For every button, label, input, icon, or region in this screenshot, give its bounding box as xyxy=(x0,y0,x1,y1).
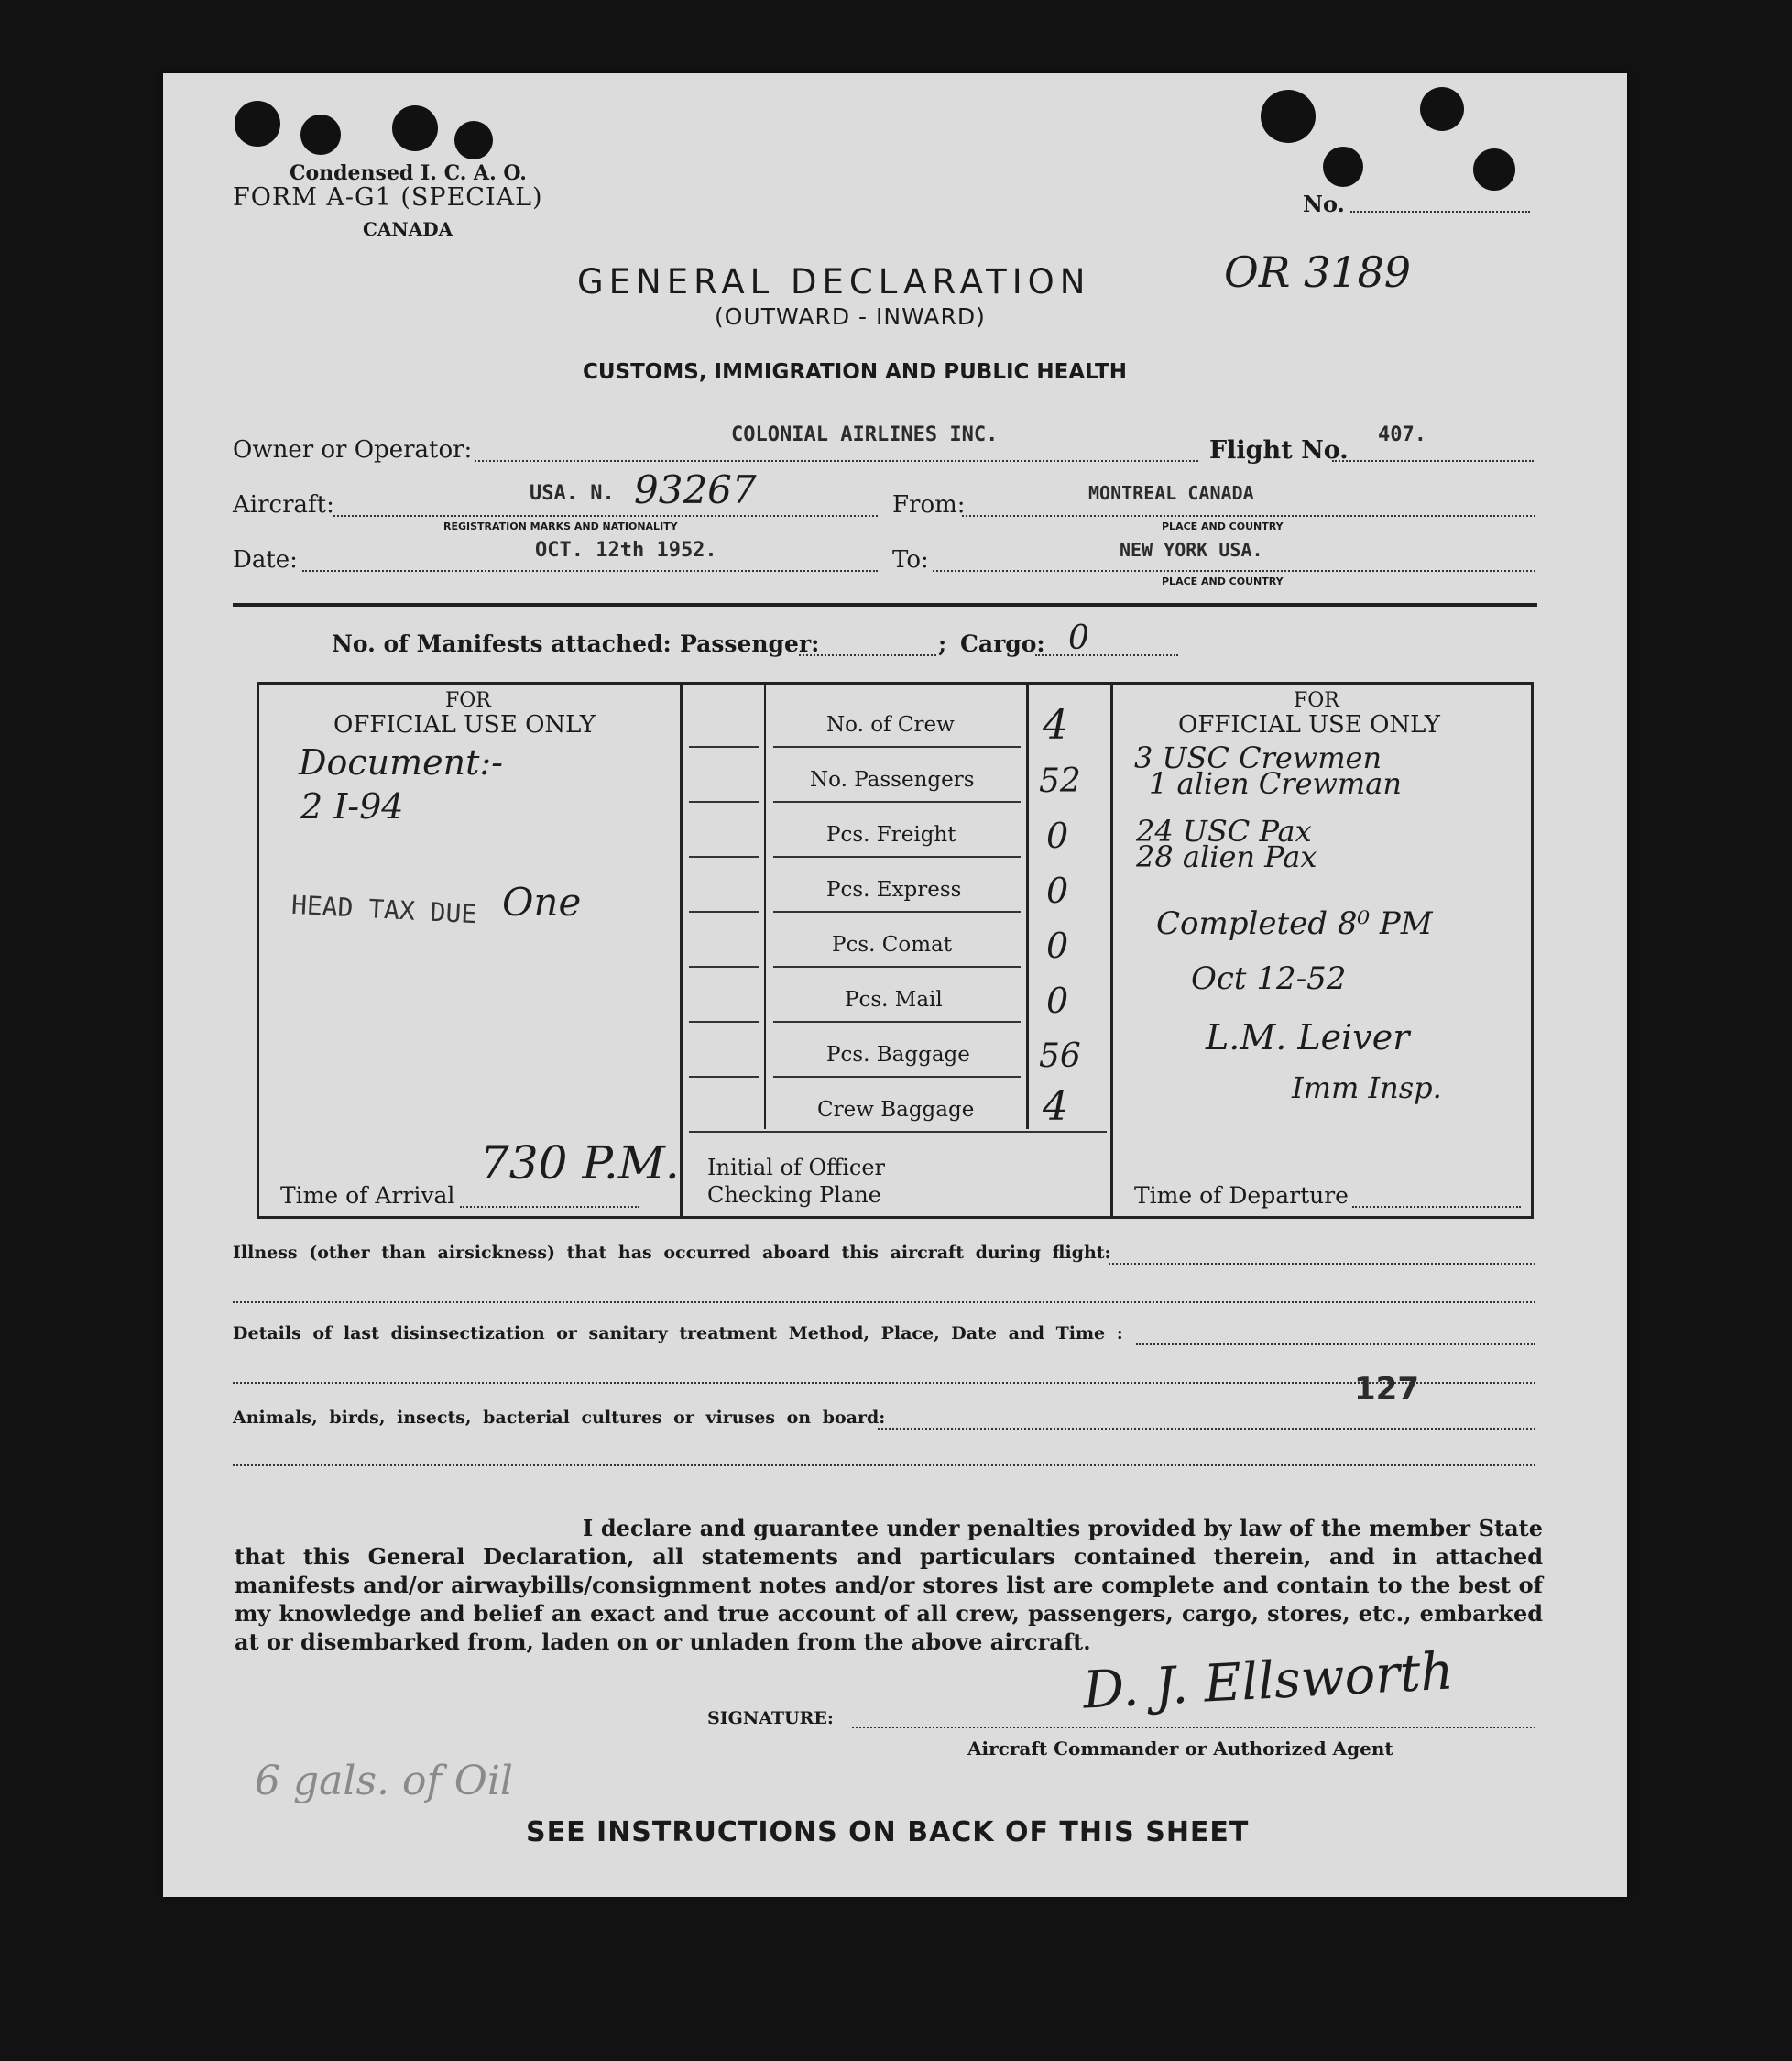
stamp-number: 127 xyxy=(1354,1371,1419,1408)
arrival-value: 730 P.M. xyxy=(480,1136,680,1189)
freight-label: Pcs. Freight xyxy=(826,823,956,847)
express-label: Pcs. Express xyxy=(826,878,962,902)
baggage-label: Pcs. Baggage xyxy=(826,1043,970,1067)
flight-line xyxy=(1332,460,1534,462)
row-line xyxy=(773,1021,1021,1023)
no-field-line xyxy=(1350,211,1530,213)
page-title: GENERAL DECLARATION xyxy=(577,262,1091,301)
illness-line xyxy=(1109,1263,1535,1265)
freight-value: 0 xyxy=(1046,816,1069,856)
declaration-form-sheet xyxy=(163,73,1627,1897)
to-caption: PLACE AND COUNTRY xyxy=(1162,576,1284,587)
initials-line xyxy=(689,911,759,913)
punch-hole xyxy=(392,105,438,151)
checking-plane-label: Checking Plane xyxy=(707,1182,881,1208)
baggage-value: 56 xyxy=(1039,1037,1081,1075)
arrival-line xyxy=(460,1206,639,1208)
row-line xyxy=(773,966,1021,968)
punch-hole xyxy=(1261,90,1316,143)
section-rule xyxy=(233,603,1537,607)
animals-line xyxy=(878,1428,1535,1430)
row-line xyxy=(773,801,1021,803)
right-heading-small: FOR xyxy=(1294,689,1339,712)
disinsectization-label: Details of last disinsectization or sanitary treatment Method, Place, Date and Time : xyxy=(233,1323,1123,1343)
cargo-manifest-line xyxy=(1035,654,1178,656)
owner-label: Owner or Operator: xyxy=(233,436,473,464)
passengers-label: No. Passengers xyxy=(810,768,975,792)
table-divider xyxy=(1026,682,1029,1129)
right-note-usc-pax: 24 USC Pax xyxy=(1136,814,1312,849)
initials-line xyxy=(689,1131,1107,1133)
agencies-heading: CUSTOMS, IMMIGRATION AND PUBLIC HEALTH xyxy=(583,360,1127,384)
to-line xyxy=(933,570,1535,572)
owner-value: COLONIAL AIRLINES INC. xyxy=(731,423,999,446)
row-line xyxy=(773,911,1021,913)
form-line-1: Condensed I. C. A. O. xyxy=(290,161,527,185)
aircraft-value-typed: USA. N. xyxy=(530,482,615,505)
from-value: MONTREAL CANADA xyxy=(1088,482,1254,504)
table-divider xyxy=(764,682,766,1129)
punch-hole xyxy=(300,115,341,155)
illness-label: Illness (other than airsickness) that has occurred aboard this aircraft during flight: xyxy=(233,1243,1111,1263)
form-line-2: FORM A-G1 (SPECIAL) xyxy=(233,183,543,212)
initials-line xyxy=(689,856,759,858)
comat-label: Pcs. Comat xyxy=(832,933,952,957)
crew-baggage-label: Crew Baggage xyxy=(817,1098,975,1122)
right-official-heading: OFFICIAL USE ONLY xyxy=(1178,711,1440,739)
punch-hole xyxy=(1420,87,1464,131)
initials-line xyxy=(689,1021,759,1023)
mail-value: 0 xyxy=(1046,981,1069,1021)
form-line-3: CANADA xyxy=(363,218,453,240)
initials-line xyxy=(689,1076,759,1078)
cargo-manifest-value: 0 xyxy=(1068,619,1089,657)
right-note-date: Oct 12-52 xyxy=(1191,960,1347,997)
from-label: From: xyxy=(892,491,966,519)
instructions-footer: SEE INSTRUCTIONS ON BACK OF THIS SHEET xyxy=(526,1816,1250,1848)
arrival-label: Time of Arrival xyxy=(280,1182,455,1209)
comat-value: 0 xyxy=(1046,926,1069,966)
animals-label: Animals, birds, insects, bacterial cultures or viruses on board: xyxy=(233,1408,886,1428)
punch-hole xyxy=(454,121,493,159)
aircraft-label: Aircraft: xyxy=(233,491,334,519)
right-note-alien-crew: 1 alien Crewman xyxy=(1149,766,1402,801)
to-label: To: xyxy=(892,546,929,574)
cargo-manifest-label: Cargo: xyxy=(960,630,1045,657)
punch-hole xyxy=(1323,147,1363,187)
passenger-manifest-line xyxy=(799,654,936,656)
row-line xyxy=(773,856,1021,858)
from-caption: PLACE AND COUNTRY xyxy=(1162,521,1284,532)
passenger-manifest-label: Passenger: xyxy=(680,630,820,657)
left-note-i94: 2 I-94 xyxy=(300,786,404,827)
crew-baggage-value: 4 xyxy=(1043,1083,1068,1130)
punch-hole xyxy=(1473,148,1515,191)
aircraft-line xyxy=(333,515,878,517)
to-value: NEW YORK USA. xyxy=(1120,539,1263,561)
disinsectization-line xyxy=(1136,1343,1535,1345)
table-divider xyxy=(1110,682,1113,1219)
express-value: 0 xyxy=(1046,871,1069,911)
departure-line xyxy=(1352,1206,1521,1208)
punch-hole xyxy=(235,101,280,147)
signature-caption: Aircraft Commander or Authorized Agent xyxy=(967,1738,1393,1760)
from-line xyxy=(962,515,1535,517)
departure-label: Time of Departure xyxy=(1134,1182,1349,1209)
initials-line xyxy=(689,966,759,968)
date-label: Date: xyxy=(233,546,298,574)
owner-line xyxy=(475,460,1198,462)
no-label: No. xyxy=(1303,191,1345,217)
registration-caption: REGISTRATION MARKS AND NATIONALITY xyxy=(443,521,678,532)
date-line xyxy=(302,570,878,572)
crew-value: 4 xyxy=(1043,702,1068,749)
disinsectization-line-2 xyxy=(233,1382,1535,1384)
title-annotation: OR 3189 xyxy=(1224,247,1412,297)
aircraft-value-hand: 93267 xyxy=(634,467,757,512)
declaration-text: I declare and guarantee under penalties provided by law of the member State that this General Declaration, all statements and particulars contained therein, and in attached manifests and/or airwaybills/consignment notes and/or stores list are complete and contain to the best of my knowledge and belief an exact and true account of all crew, passengers, cargo, stores, etc., embarked at or disembarked from, laden on or unladen from the above aircraft. xyxy=(235,1515,1543,1655)
row-line xyxy=(773,746,1021,748)
right-note-alien-pax: 28 alien Pax xyxy=(1136,839,1317,874)
right-note-officer: L.M. Leiver xyxy=(1206,1017,1410,1058)
row-line xyxy=(773,1076,1021,1078)
signature-label: SIGNATURE: xyxy=(707,1708,834,1728)
mail-label: Pcs. Mail xyxy=(845,988,943,1012)
signature-line xyxy=(852,1727,1535,1728)
pencil-oil-note: 6 gals. of Oil xyxy=(255,1758,513,1804)
animals-line-2 xyxy=(233,1464,1535,1466)
head-tax-value: One xyxy=(502,880,582,925)
illness-line-2 xyxy=(233,1301,1535,1303)
right-note-title: Imm Insp. xyxy=(1292,1070,1442,1105)
crew-label: No. of Crew xyxy=(826,713,955,737)
flight-label: Flight No. xyxy=(1209,436,1349,465)
subtitle: (OUTWARD - INWARD) xyxy=(715,303,986,330)
left-official-heading: OFFICIAL USE ONLY xyxy=(333,711,596,739)
commander-signature: D. J. Ellsworth xyxy=(1081,1641,1456,1721)
flight-value: 407. xyxy=(1378,423,1426,446)
date-value: OCT. 12th 1952. xyxy=(535,539,717,562)
head-tax-stamp: HEAD TAX DUE xyxy=(290,889,478,930)
left-note-document: Document:- xyxy=(299,742,504,783)
left-heading-small: FOR xyxy=(445,689,491,712)
table-divider xyxy=(680,682,683,1219)
initial-officer-label: Initial of Officer xyxy=(707,1155,886,1180)
initials-line xyxy=(689,801,759,803)
right-note-completed: Completed 8⁰ PM xyxy=(1156,905,1433,942)
passengers-value: 52 xyxy=(1039,762,1081,800)
right-note-usc-crew: 3 USC Crewmen xyxy=(1134,740,1382,775)
manifests-label: No. of Manifests attached: xyxy=(332,630,672,657)
initials-line xyxy=(689,746,759,748)
manifest-separator: ; xyxy=(938,630,947,657)
